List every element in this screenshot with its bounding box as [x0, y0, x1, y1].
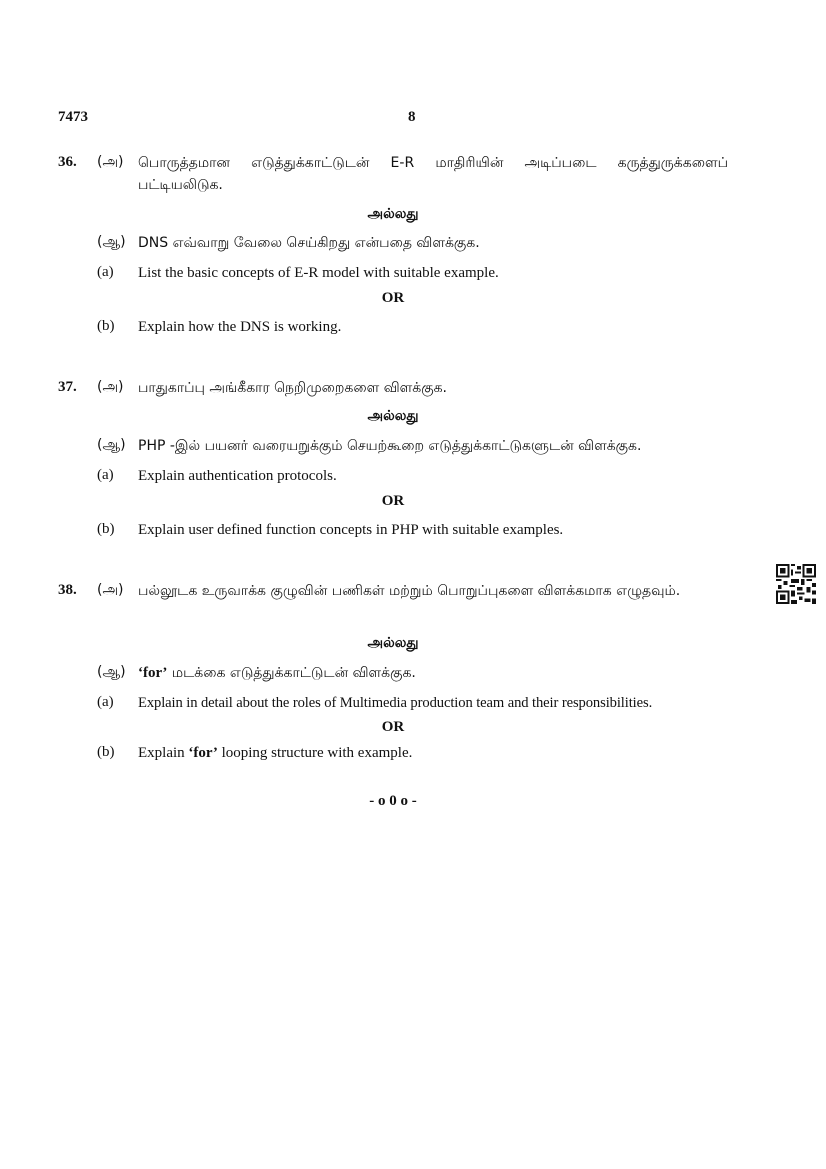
option-label: (b): [97, 744, 115, 760]
question-text-english: Explain how the DNS is working.: [138, 319, 342, 335]
paper-code: 7473: [58, 109, 88, 125]
option-label: (b): [97, 521, 115, 537]
keyword-for: ‘for’: [138, 665, 168, 681]
question-number: 37.: [58, 379, 77, 395]
option-label: (a): [97, 467, 114, 483]
option-label: (ஆ): [97, 437, 126, 453]
question-text-pre: Explain: [138, 745, 189, 761]
keyword-for: ‘for’: [188, 745, 218, 761]
question-text-english: [138, 742, 728, 764]
option-label: (அ): [97, 379, 124, 395]
or-separator-tamil: அல்லது: [367, 635, 419, 651]
option-label: (a): [97, 694, 114, 710]
question-text-tamil: பொருத்தமான எடுத்துக்காட்டுடன் E-R மாதிரியின் அடிப்படை கருத்துருக்களைப் பட்டியலிடுக.: [138, 155, 728, 193]
question-text-tamil: PHP -இல் பயனர் வரையறுக்கும் செயற்கூறை எடுத்துக்காட்டுகளுடன் விளக்குக.: [138, 438, 642, 454]
option-label: (அ): [97, 582, 124, 598]
or-separator: OR: [381, 493, 405, 509]
question-text-post: looping structure with example.: [217, 745, 413, 761]
question-text-rest: மடக்கை எடுத்துக்காட்டுடன் விளக்குக.: [167, 665, 416, 681]
question-number: 38.: [58, 582, 77, 598]
question-number: 36.: [58, 154, 77, 170]
page-number: 8: [408, 109, 416, 125]
option-label: (a): [97, 264, 114, 280]
question-text-english: Explain user defined function concepts in PHP with suitable examples.: [138, 522, 564, 538]
question-text-tamil: பாதுகாப்பு அங்கீகார நெறிமுறைகளை விளக்குக.: [138, 380, 447, 396]
option-label: (ஆ): [97, 664, 126, 680]
option-label: (ஆ): [97, 234, 126, 250]
option-label: (அ): [97, 154, 124, 170]
or-separator-tamil: அல்லது: [367, 206, 419, 222]
end-marker: - o 0 o -: [369, 793, 417, 809]
qr-code-icon: [776, 564, 816, 604]
or-separator: OR: [381, 290, 405, 306]
question-text-english: Explain in detail about the roles of Multimedia production team and their responsibilities.: [138, 695, 653, 711]
question-text-tamil: [138, 662, 728, 684]
question-text-tamil: பல்லூடக உருவாக்க குழுவின் பணிகள் மற்றும் பொறுப்புகளை விளக்கமாக எழுதவும்.: [138, 583, 681, 599]
question-text-english: List the basic concepts of E-R model with suitable example.: [138, 265, 499, 281]
or-separator: OR: [381, 719, 405, 735]
or-separator-tamil: அல்லது: [367, 408, 419, 424]
question-text-english: Explain authentication protocols.: [138, 468, 337, 484]
question-text-tamil: DNS எவ்வாறு வேலை செய்கிறது என்பதை விளக்குக.: [138, 235, 480, 251]
option-label: (b): [97, 318, 115, 334]
